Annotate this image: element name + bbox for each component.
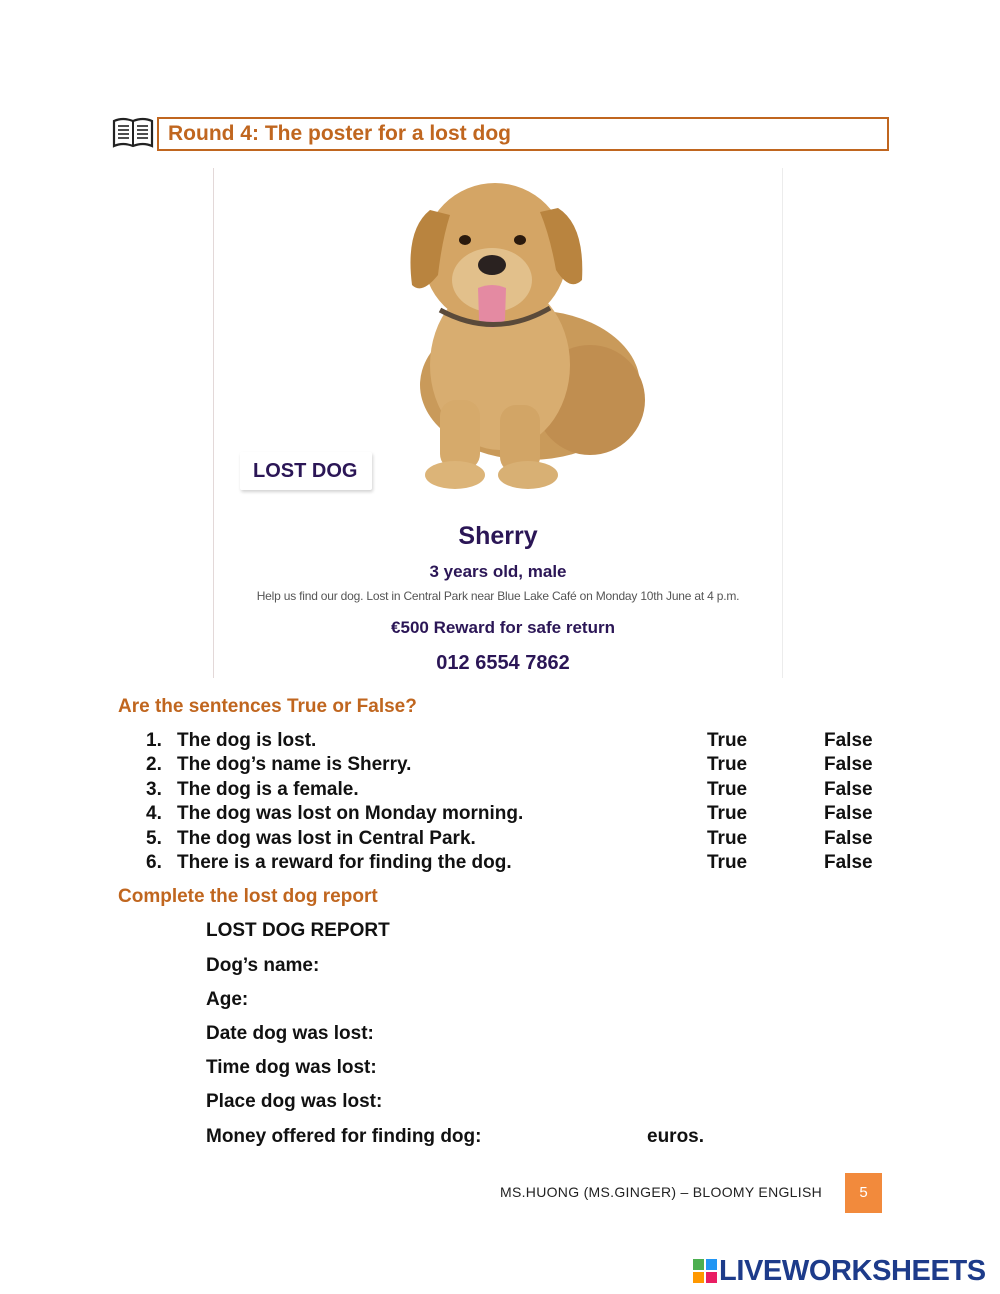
true-option[interactable]: True (707, 803, 748, 824)
question-number: 6. (146, 852, 162, 873)
report-field-dog-name: Dog’s name: (206, 955, 320, 976)
question-number: 1. (146, 730, 162, 751)
question-text: The dog is a female. (177, 779, 359, 800)
report-section-title: Complete the lost dog report (118, 886, 378, 907)
question-row (0, 851, 1000, 875)
lost-dog-badge-text: LOST DOG (253, 460, 358, 482)
false-option[interactable]: False (824, 730, 873, 751)
true-false-title: Are the sentences True or False? (118, 696, 417, 717)
true-option[interactable]: True (707, 730, 748, 751)
money-suffix: euros. (647, 1126, 705, 1147)
false-option[interactable]: False (824, 779, 873, 800)
question-row (0, 802, 1000, 826)
question-text: The dog’s name is Sherry. (177, 754, 412, 775)
report-field-money: Money offered for finding dog: (206, 1126, 482, 1147)
report-field-date: Date dog was lost: (206, 1023, 374, 1044)
page-number: 5 (859, 1184, 868, 1201)
report-heading: LOST DOG REPORT (206, 920, 390, 941)
open-book-icon (112, 116, 154, 150)
false-option[interactable]: False (824, 828, 873, 849)
question-number: 4. (146, 803, 162, 824)
question-text: There is a reward for finding the dog. (177, 852, 512, 873)
reward-text: €500 Reward for safe return (391, 618, 615, 637)
true-option[interactable]: True (707, 828, 748, 849)
dog-illustration (360, 170, 660, 495)
true-option[interactable]: True (707, 754, 748, 775)
question-number: 5. (146, 828, 162, 849)
false-option[interactable]: False (824, 852, 873, 873)
question-number: 2. (146, 754, 162, 775)
dog-age: 3 years old, male (429, 562, 567, 581)
question-text: The dog was lost in Central Park. (177, 828, 476, 849)
report-field-time: Time dog was lost: (206, 1057, 377, 1078)
false-option[interactable]: False (824, 754, 873, 775)
question-row (0, 729, 1000, 753)
true-option[interactable]: True (707, 779, 748, 800)
round-title: Round 4: The poster for a lost dog (168, 122, 511, 145)
report-field-place: Place dog was lost: (206, 1091, 383, 1112)
false-option[interactable]: False (824, 803, 873, 824)
dog-name: Sherry (458, 522, 538, 550)
question-text: The dog was lost on Monday morning. (177, 803, 524, 824)
dog-help-text: Help us find our dog. Lost in Central Park near Blue Lake Café on Monday 10th June at 4 p.m. (256, 589, 740, 603)
question-row (0, 753, 1000, 777)
question-row (0, 827, 1000, 851)
report-field-age: Age: (206, 989, 249, 1010)
question-number: 3. (146, 779, 162, 800)
footer-author: MS.HUONG (MS.GINGER) – BLOOMY ENGLISH (500, 1184, 822, 1200)
liveworksheets-logo-icon (693, 1259, 717, 1283)
question-row (0, 778, 1000, 802)
brand-name: LIVEWORKSHEETS (719, 1255, 986, 1287)
question-text: The dog is lost. (177, 730, 317, 751)
phone-number: 012 6554 7862 (436, 652, 570, 674)
true-option[interactable]: True (707, 852, 748, 873)
